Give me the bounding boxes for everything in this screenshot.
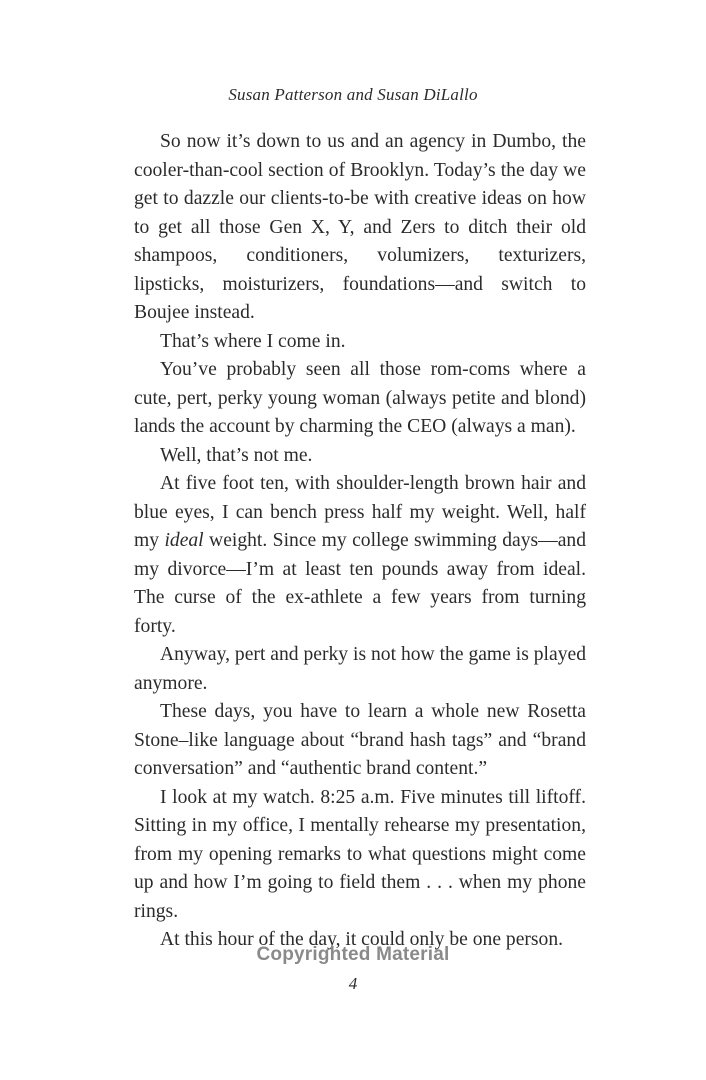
body-text	[134, 128, 586, 955]
paragraph-6: Anyway, pert and perky is not how the game is played anymore.	[134, 644, 586, 694]
paragraph-5-italic: ideal	[164, 530, 204, 551]
paragraph-5-rest: weight. Since my college swimming days—and my divorce—I’m at least ten pounds away from ideal. The curse of the ex-athlete a few years from turning forty.	[134, 530, 587, 637]
paragraph-5-start: At five foot ten, with shoulder-length brown hair and blue eyes, I can bench press half my weight. Well, half my	[134, 473, 586, 551]
paragraph-2: That’s where I come in.	[160, 330, 346, 352]
paragraph-9: At this hour of the day, it could only be one person.	[160, 929, 564, 950]
page-number: 4	[348, 974, 358, 993]
copyright-watermark: Copyrighted Material	[256, 944, 450, 965]
running-head: Susan Patterson and Susan DiLallo	[228, 85, 478, 104]
paragraph-4: Well, that’s not me.	[160, 444, 313, 466]
paragraph-1: So now it’s down to us and an agency in Dumbo, the cooler-than-cool section of Brooklyn. Today’s the day we get to dazzle our clients-to-be with creative ideas on how to get all those Gen X, Y, and Zers to ditch their old shampoos, conditioners, volumizers, texturizers, lipsticks, moisturizers, foundations—and switch to Boujee instead.	[134, 131, 586, 323]
paragraph-8: I look at my watch. 8:25 a.m. Five minutes till liftoff. Sitting in my office, I mentally rehearse my presentation, from my opening remarks to what questions might come up and how I’m going to field them . . . when my phone rings.	[134, 786, 586, 922]
paragraph-3: You’ve probably seen all those rom-coms where a cute, pert, perky young woman (always petite and blond) lands the account by charming the CEO (always a man).	[134, 359, 586, 437]
paragraph-7: These days, you have to learn a whole new Rosetta Stone–like language about “brand hash tags” and “brand conversation” and “authentic brand content.”	[134, 701, 586, 779]
paragraph-5	[134, 470, 586, 641]
